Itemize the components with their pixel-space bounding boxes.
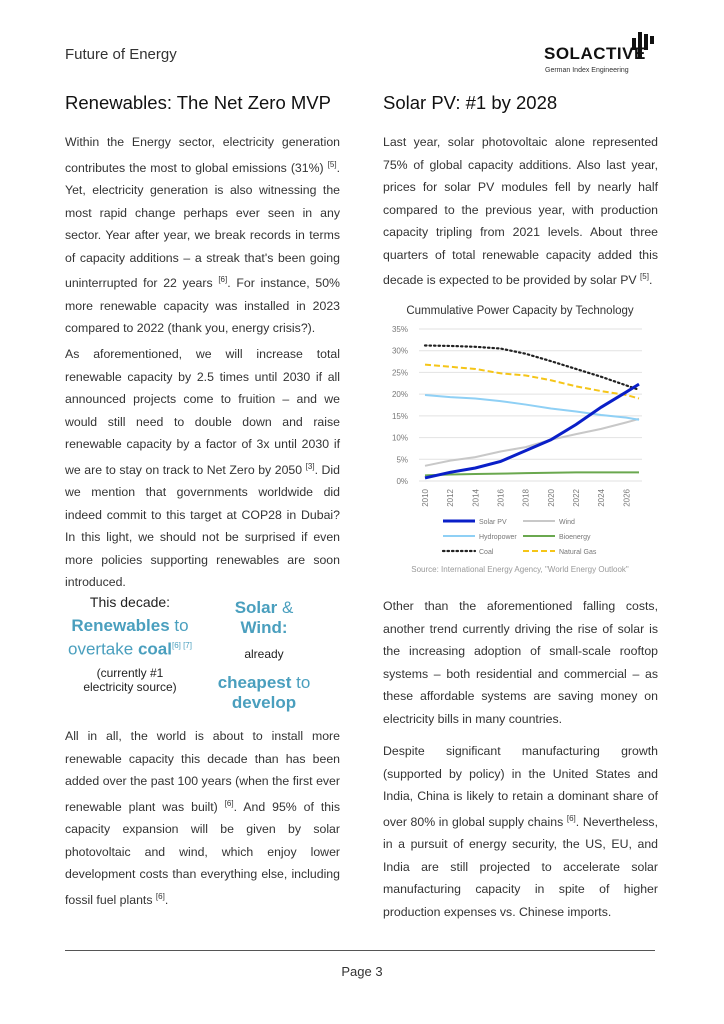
logo-text: SOLACTIVE: [544, 44, 646, 63]
y-tick-label: 35%: [391, 325, 408, 334]
y-tick-label: 10%: [391, 433, 408, 443]
footer-divider: [65, 950, 655, 951]
solactive-logo: [544, 30, 664, 80]
y-tick-label: 30%: [391, 346, 408, 356]
document-header-title: Future of Energy: [65, 46, 177, 63]
legend-label: Bioenergy: [559, 534, 591, 541]
legend-label: Natural Gas: [559, 549, 597, 556]
right-paragraph-2: Other than the aforementioned falling costs, another trend currently driving the rise of solar is the increasing adoption of small-scale rooftop systems – both residential and commercial – as these affordable systems are saving money on electricity bills in many countries.: [383, 599, 658, 726]
legend-label: Hydropower: [479, 534, 517, 541]
x-tick-label: 2024: [597, 489, 607, 507]
y-tick-label: 20%: [391, 390, 408, 400]
x-tick-label: 2014: [471, 489, 481, 507]
series-line-bioenergy: [425, 472, 639, 475]
series-line-natural-gas: [425, 365, 639, 399]
y-tick-label: 15%: [391, 411, 408, 421]
y-tick-label: 25%: [391, 368, 408, 378]
chart-source: Source: International Energy Agency, "World Energy Outlook": [411, 565, 629, 574]
x-tick-label: 2012: [446, 489, 456, 507]
power-capacity-chart: [380, 295, 660, 580]
left-heading: Renewables: The Net Zero MVP: [65, 92, 331, 113]
x-tick-label: 2020: [546, 489, 556, 507]
right-heading: Solar PV: #1 by 2028: [383, 92, 558, 113]
callout-solar-wind: Solar & Wind: already cheapest to develop: [217, 598, 311, 712]
chart-title: Cummulative Power Capacity by Technology: [406, 305, 634, 317]
logo-tagline: German Index Engineering: [545, 67, 629, 74]
y-tick-label: 0%: [396, 477, 408, 486]
left-paragraph-1: Within the Energy sector, electricity generation contributes the most to global emissions (31%) [5]. Yet, electricity generation is also witnessing the most rapid change perhaps ever seen in any sector. Year after year, we break records in terms of capacity additions – a streak that's been going uninterrupted for 22 years [6]. For instance, 50% more renewable capacity was installed in 2023 compared to 2022 (thank you, energy crisis?).: [65, 135, 340, 336]
page-number: Page 3: [341, 964, 383, 979]
legend-label: Coal: [479, 549, 494, 556]
legend-label: Solar PV: [479, 519, 507, 526]
left-paragraph-3: All in all, the world is about to install more renewable capacity this decade than has been added over the past 100 years (when the first ever renewable plant was built) [6]. And 95% of this capacity expansion will be given by solar photovoltaic and wind, which enjoy lower development costs than everything else, including fossil fuel plants [6].: [65, 729, 340, 907]
right-paragraph-3: Despite significant manufacturing growth (supported by policy) in the United States and India, China is likely to retain a dominant share of over 80% in global supply chains [6]. Nevertheless, in a pursuit of energy security, the US, EU, and India are still projected to accelerate solar manufacturing capacity in spite of higher production expenses vs. Chinese imports.: [383, 744, 659, 919]
x-tick-label: 2016: [496, 489, 506, 507]
x-tick-label: 2018: [521, 489, 531, 507]
legend-label: Wind: [559, 519, 575, 526]
x-tick-label: 2022: [572, 489, 582, 507]
series-line-wind: [425, 419, 639, 466]
x-tick-label: 2010: [421, 489, 430, 507]
right-paragraph-1: Last year, solar photovoltaic alone represented 75% of global capacity additions. Also last year, prices for solar PV modules fell by nearly half compared to the previous year, with production capacity tripling from 2021 levels. About three quarters of total renewable capacity added this decade is expected to be provided by solar PV [5].: [383, 135, 658, 288]
left-paragraph-2: As aforementioned, we will increase total renewable capacity by 2.5 times until 2030 if all announced projects come to fruition – and we would still need to double down and raise renewable capacity by a factor of 3x until 2030 if we are to stay on track to Net Zero by 2050 [3]. Did we mention that governments worldwide did indeed commit to this target at COP28 in Dubai? In this light, we should not be surprised if even more policies supporting renewables are soon introduced.: [65, 347, 340, 590]
callout-renewables: This decade: Renewables to overtake coal[6] [7] (currently #1 electricity source): [68, 594, 192, 694]
x-tick-label: 2026: [622, 489, 632, 507]
y-tick-label: 5%: [396, 455, 408, 465]
